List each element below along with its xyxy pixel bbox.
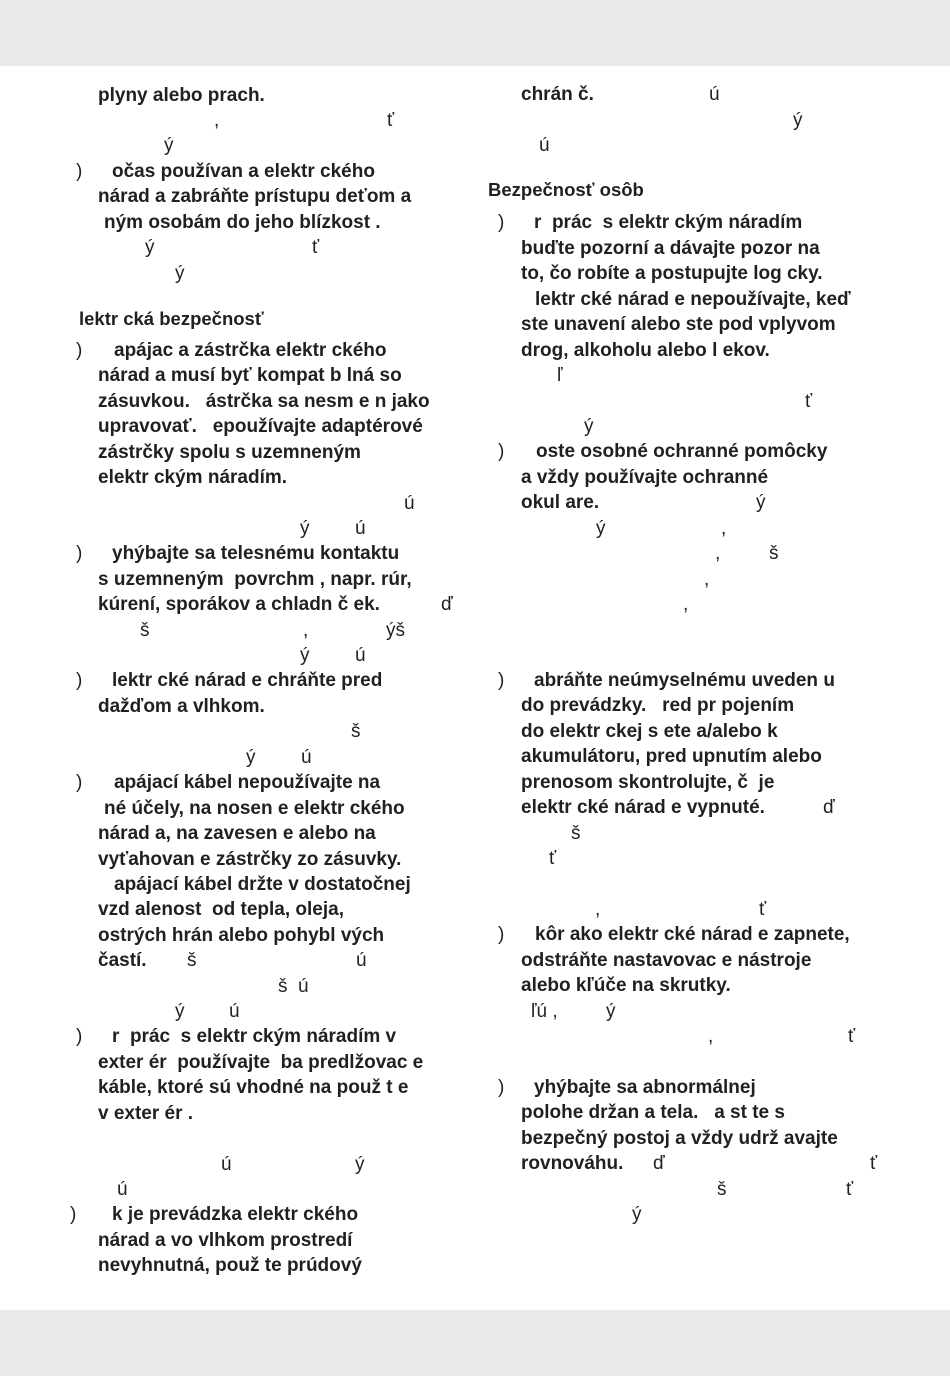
left-column-text-fragment: ú	[355, 518, 366, 539]
right-column-text-fragment: ,	[721, 518, 727, 539]
left-column-text-fragment: nevyhnutná, použ te prúdový	[98, 1255, 362, 1276]
right-column-text-fragment: kôr ako elektr cké nárad e zapnete,	[535, 924, 850, 945]
left-column-text-fragment: ,	[214, 110, 220, 131]
right-column-text-fragment: )	[498, 924, 505, 945]
left-column-text-fragment: s uzemneným povrchm , napr. rúr,	[98, 569, 412, 590]
left-column-text-fragment: )	[70, 1204, 77, 1225]
left-column-text-fragment: )	[76, 340, 83, 361]
left-column-text-fragment: lektr cké nárad e chráňte pred	[112, 670, 383, 691]
right-column-text-fragment: ľú ,	[531, 1001, 558, 1022]
right-column-text-fragment: oste osobné ochranné pomôcky	[536, 441, 828, 462]
left-column-text-fragment: ý	[145, 237, 155, 258]
left-column-text-fragment: k je prevádzka elektr ckého	[112, 1204, 359, 1225]
right-column-text-fragment: yhýbajte sa abnormálnej	[534, 1077, 756, 1098]
left-column-text-fragment: lektr cká bezpečnosť	[79, 308, 264, 329]
right-column-text-fragment: abráňte neúmyselnému uveden u	[534, 670, 835, 691]
left-column-text-fragment: yhýbajte sa telesnému kontaktu	[112, 543, 400, 564]
left-column-text-fragment: ú	[356, 950, 367, 971]
top-margin-band	[0, 0, 950, 66]
left-column-text-fragment: apájac a zástrčka elektr ckého	[114, 340, 387, 361]
right-column-text-fragment: polohe držan a tela. a st te s	[521, 1102, 785, 1123]
left-column-text-fragment: ú	[355, 645, 366, 666]
left-column-text-fragment: ú	[221, 1154, 232, 1175]
right-column-text-fragment: ,	[715, 543, 721, 564]
left-column-text-fragment: častí.	[98, 950, 147, 971]
right-column-text-fragment: ý	[606, 1001, 616, 1022]
left-column-text-fragment: plyny alebo prach.	[98, 85, 265, 106]
right-column-text-fragment: lektr cké nárad e nepoužívajte, keď	[535, 289, 851, 310]
left-column-text-fragment: ným osobám do jeho blízkost .	[104, 212, 381, 233]
left-column-text-fragment: vzd alenost od tepla, oleja,	[98, 899, 344, 920]
right-column-text-fragment: ý	[793, 110, 803, 131]
left-column-text-fragment: zásuvkou. ástrčka sa nesm e n jako	[98, 391, 430, 412]
left-column-text-fragment: v exter ér .	[98, 1103, 194, 1124]
left-column-text-fragment: r prác s elektr ckým náradím v	[112, 1026, 397, 1047]
right-column-text-fragment: akumulátoru, pred upnutím alebo	[521, 746, 822, 767]
left-column-text-fragment: né účely, na nosen e elektr ckého	[104, 798, 405, 819]
left-column-text-fragment: ýš	[386, 620, 405, 641]
left-column-text-fragment: )	[76, 543, 83, 564]
left-column-text-fragment: ť	[387, 110, 395, 131]
left-column-text-fragment: apájací kábel nepoužívajte na	[114, 772, 381, 793]
right-column-text-fragment: buďte pozorní a dávajte pozor na	[521, 238, 820, 259]
left-column-text-fragment: ,	[303, 620, 309, 641]
right-column-text-fragment: alebo kľúče na skrutky.	[521, 975, 731, 996]
left-column-text-fragment: nárad a zabráňte prístupu deťom a	[98, 186, 412, 207]
right-column-text-fragment: š	[717, 1179, 727, 1200]
right-column-text-fragment: Bezpečnosť osôb	[488, 179, 644, 200]
left-column-text-fragment: ý	[300, 645, 310, 666]
left-column-text-fragment: ú	[301, 747, 312, 768]
right-column-text-fragment: ď	[823, 797, 835, 818]
right-column-text-fragment: ,	[683, 594, 689, 615]
left-column-text-fragment: nárad a vo vlhkom prostredí	[98, 1230, 353, 1251]
left-column-text-fragment: ť	[312, 237, 320, 258]
right-column-text-fragment: ď	[653, 1153, 665, 1174]
right-column-text-fragment: chrán č.	[521, 84, 594, 105]
right-column-text-fragment: ľ	[557, 365, 563, 386]
right-column-text-fragment: ste unavení alebo ste pod vplyvom	[521, 314, 836, 335]
left-column-text-fragment: nárad a, na zavesen e alebo na	[98, 823, 376, 844]
right-column-text-fragment: okul are.	[521, 492, 600, 513]
right-column-text-fragment: rovnováhu.	[521, 1153, 624, 1174]
left-column-text-fragment: ý	[175, 263, 185, 284]
right-column-text-fragment: ý	[596, 518, 606, 539]
left-column-text-fragment: káble, ktoré sú vhodné na použ t e	[98, 1077, 409, 1098]
left-column-text-fragment: )	[76, 772, 83, 793]
right-column-text-fragment: ,	[595, 899, 601, 920]
left-column-text-fragment: )	[76, 670, 83, 691]
left-column-text-fragment: vyťahovan e zástrčky zo zásuvky.	[98, 849, 402, 870]
left-column-text-fragment: zástrčky spolu s uzemneným	[98, 442, 361, 463]
bottom-margin-band	[0, 1310, 950, 1376]
left-column-text-fragment: očas používan a elektr ckého	[112, 161, 375, 182]
left-column-text-fragment: )	[76, 1026, 83, 1047]
right-column-text-fragment: elektr cké nárad e vypnuté.	[521, 797, 765, 818]
right-column-text-fragment: r prác s elektr ckým náradím	[534, 212, 803, 233]
right-column-text-fragment: ť	[846, 1179, 854, 1200]
right-column-text-fragment: do prevádzky. red pr pojením	[521, 695, 795, 716]
left-column-text-fragment: ú	[404, 493, 415, 514]
right-column-text-fragment: drog, alkoholu alebo l ekov.	[521, 340, 770, 361]
right-column-text-fragment: ť	[549, 848, 557, 869]
left-column-text-fragment: exter ér používajte ba predlžovac e	[98, 1052, 424, 1073]
left-column-text-fragment: ý	[300, 518, 310, 539]
left-column-text-fragment: elektr ckým náradím.	[98, 467, 288, 488]
right-column-text-fragment: bezpečný postoj a vždy udrž avajte	[521, 1128, 838, 1149]
left-column-text-fragment: ú	[229, 1001, 240, 1022]
right-column-text-fragment: ť	[805, 391, 813, 412]
left-column-text-fragment: š	[140, 620, 150, 641]
left-column-text-fragment: dažďom a vlhkom.	[98, 696, 265, 717]
right-column-text-fragment: ť	[870, 1153, 878, 1174]
right-column-text-fragment: )	[498, 1077, 505, 1098]
right-column-text-fragment: ť	[759, 899, 767, 920]
left-column-text-fragment: ý	[355, 1154, 365, 1175]
left-column-text-fragment: nárad a musí byť kompat b lná so	[98, 365, 402, 386]
left-column-text-fragment: š	[351, 721, 361, 742]
left-column-text-fragment: š ú	[278, 976, 309, 997]
left-column-text-fragment: ú	[117, 1179, 128, 1200]
left-column-text-fragment: upravovať. epoužívajte adaptérové	[98, 416, 423, 437]
left-column-text-fragment: ď	[441, 594, 453, 615]
left-column-text-fragment: kúrení, sporákov a chladn č ek.	[98, 594, 380, 615]
right-column-text-fragment: )	[498, 670, 505, 691]
right-column-text-fragment: ú	[539, 135, 550, 156]
right-column-text-fragment: )	[498, 212, 505, 233]
right-column-text-fragment: ,	[708, 1026, 714, 1047]
right-column-text-fragment: ,	[704, 569, 710, 590]
right-column-text-fragment: ý	[632, 1204, 642, 1225]
left-column-text-fragment: )	[76, 161, 83, 182]
right-column-text-fragment: ú	[709, 84, 720, 105]
right-column-text-fragment: ý	[756, 492, 766, 513]
right-column-text-fragment: to, čo robíte a postupujte log cky.	[521, 263, 823, 284]
left-column-text-fragment: ý	[246, 747, 256, 768]
left-column-text-fragment: ostrých hrán alebo pohybl vých	[98, 925, 385, 946]
right-column-text-fragment: do elektr ckej s ete a/alebo k	[521, 721, 778, 742]
right-column-text-fragment: š	[769, 543, 779, 564]
right-column-text-fragment: )	[498, 441, 505, 462]
right-column-text-fragment: a vždy používajte ochranné	[521, 467, 769, 488]
left-column-text-fragment: apájací kábel držte v dostatočnej	[114, 874, 411, 895]
left-column-text-fragment: ý	[175, 1001, 185, 1022]
right-column-text-fragment: ý	[584, 416, 594, 437]
right-column-text-fragment: š	[571, 823, 581, 844]
left-column-text-fragment: š	[187, 950, 197, 971]
left-column-text-fragment: ý	[164, 135, 174, 156]
right-column-text-fragment: ť	[848, 1026, 856, 1047]
right-column-text-fragment: prenosom skontrolujte, č je	[521, 772, 775, 793]
right-column-text-fragment: odstráňte nastavovac e nástroje	[521, 950, 812, 971]
